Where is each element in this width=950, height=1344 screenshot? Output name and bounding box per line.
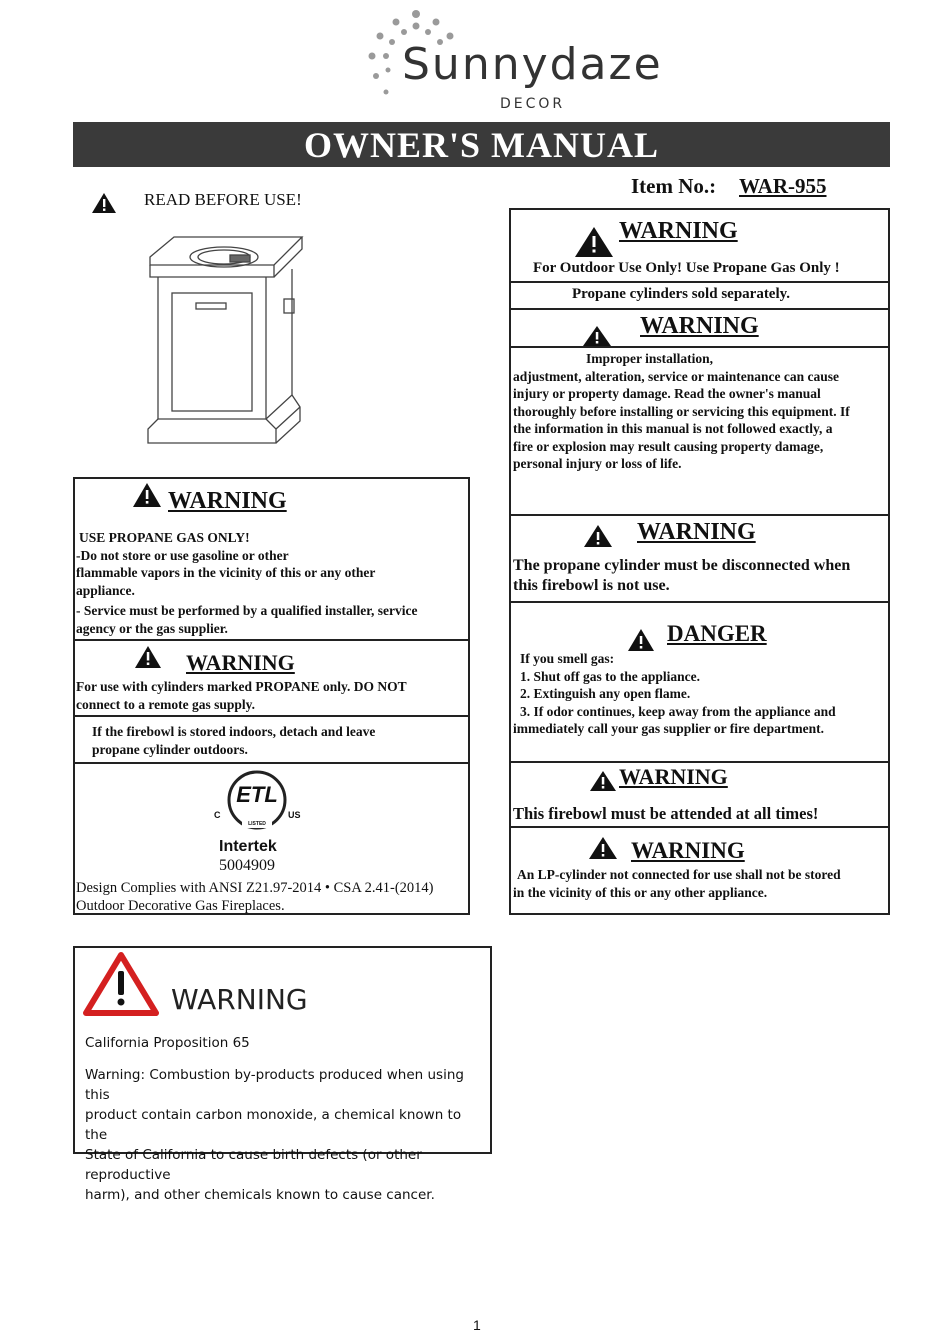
attended-at-all-times: This firebowl must be attended at all times!: [513, 804, 819, 823]
left-warning-1-text: USE PROPANE GAS ONLY! -Do not store or use gasoline or other flammable vapors in the vicinity of this or any other appliance. - Service must be performed by a qualified installer, service agency or the gas supplier.: [76, 530, 418, 636]
title-bar: [73, 122, 890, 167]
disconnect-cylinder-text: The propane cylinder must be disconnected when this firebowl is not use.: [513, 557, 851, 594]
read-before-use: READ BEFORE USE!: [144, 190, 302, 209]
warning-triangle-icon: [83, 951, 159, 1017]
lp-cylinder-storage-text: An LP-cylinder not connected for use shall not be stored in the vicinity of this or any other appliance.: [513, 867, 841, 900]
fire-pit-illustration: [146, 229, 306, 454]
left-warning-2-text: For use with cylinders marked PROPANE only. DO NOT connect to a remote gas supply.: [76, 679, 407, 712]
warning-heading: WARNING: [619, 218, 738, 244]
page-title: OWNER'S MANUAL: [303, 125, 659, 165]
warning-heading: WARNING: [631, 838, 745, 863]
danger-heading: DANGER: [667, 621, 767, 646]
stored-indoors-text: If the firebowl is stored indoors, detach and leave propane cylinder outdoors.: [92, 724, 376, 757]
warning-heading: WARNING: [637, 519, 756, 545]
warning-icon: [582, 325, 612, 347]
warning-icon: [588, 836, 618, 860]
intertek-label: Intertek: [219, 838, 277, 855]
cert-number: 5004909: [219, 857, 275, 874]
warning-heading: WARNING: [186, 650, 295, 675]
prop65-title: WARNING: [171, 983, 308, 1016]
outdoor-use-text: For Outdoor Use Only! Use Propane Gas Only !: [533, 260, 840, 276]
warning-heading: WARNING: [619, 764, 728, 789]
cert-line-1: Design Complies with ANSI Z21.97-2014 • CSA 2.41-(2014): [76, 880, 434, 896]
brand-name: Sunnydaze: [402, 39, 663, 90]
page-number: 1: [473, 1317, 481, 1333]
prop65-text: Warning: Combustion by-products produced when using this product contain carbon monoxide, a chemical known to the State of California to cause birth defects (or other reproductive harm), and other chemicals known to cause cancer.: [85, 1067, 464, 1203]
item-number-label: Item No.:: [631, 174, 717, 198]
warning-icon: [589, 770, 617, 792]
etl-listed-mark: [212, 770, 302, 840]
brand-sub: DECOR: [500, 96, 566, 112]
etl-mark: ETL: [236, 782, 278, 807]
item-number: WAR-955: [739, 174, 827, 198]
warning-heading: WARNING: [168, 488, 287, 514]
warning-heading: WARNING: [640, 313, 759, 339]
etl-us: US: [288, 810, 301, 820]
etl-listed: LISTED: [248, 821, 266, 827]
installation-warning-text: Improper installation, adjustment, alteration, service or maintenance can cause injury or property damage. Read the owner's manual thoroughly before installing or servicing this equipment. If the information in this manual is not followed exactly, a fire or explosion may result causing property damage, personal injury or loss of life.: [513, 351, 850, 471]
warning-icon: [134, 645, 162, 669]
smell-gas-instructions: If you smell gas: 1. Shut off gas to the appliance. 2. Extinguish any open flame. 3. If odor continues, keep away from the appliance and immediately call your gas supplier or fire department.: [513, 651, 836, 736]
caution-icon: [91, 192, 117, 214]
warning-icon: [583, 524, 613, 548]
etl-c: C: [214, 810, 221, 820]
cert-line-2: Outdoor Decorative Gas Fireplaces.: [76, 898, 285, 914]
warning-icon: [132, 482, 162, 508]
brand-logo: [358, 4, 668, 114]
prop65-subtitle: California Proposition 65: [85, 1035, 250, 1051]
warning-icon: [574, 226, 614, 258]
cylinders-sold-separately: Propane cylinders sold separately.: [572, 286, 791, 302]
danger-icon: [627, 628, 655, 652]
